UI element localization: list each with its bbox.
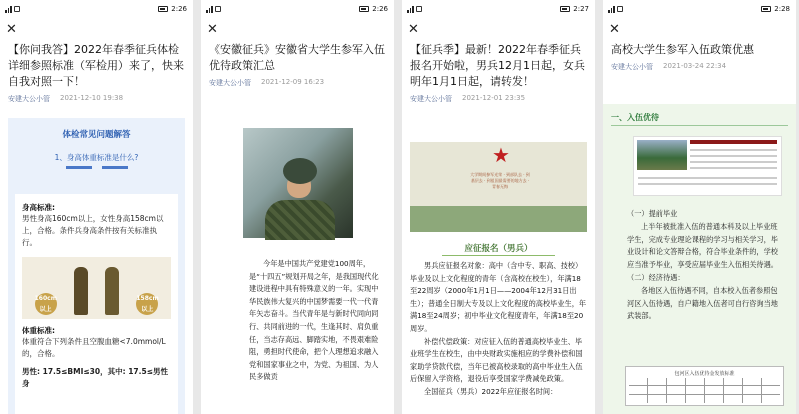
article-date: 2021-03-24 22:34 [663,62,727,70]
article-body [410,260,587,399]
height-title: 身高标准: [22,203,55,212]
account-link[interactable]: 安建大公小管 [209,79,251,87]
recruitment-banner [410,142,587,232]
app-notification-icon [416,6,422,12]
article-screen-2 [201,0,394,414]
status-bar [603,0,796,18]
height-illustration [22,257,171,319]
article-date: 2021-12-01 23:35 [462,94,526,102]
account-link[interactable]: 安建大公小管 [410,95,452,103]
faq-heading: 体检常见问题解答 [62,130,131,140]
close-icon[interactable]: ✕ [207,21,218,37]
question-underline [8,166,185,169]
faq-question: 1、身高体重标准是什么? [54,153,139,162]
signal-icon [608,6,615,13]
status-time: 2:28 [774,5,790,13]
status-time: 2:27 [573,5,589,13]
app-notification-icon [14,6,20,12]
battery-icon [560,6,570,12]
status-bar [402,0,595,18]
account-link[interactable]: 安建大公小管 [8,95,50,103]
signal-icon [407,6,414,13]
male-figure-icon [74,267,88,315]
section-divider [611,125,788,126]
status-bar [0,0,193,18]
body-paragraph-1: 上半年被批准入伍的普通本科及以上毕业班学生，完成专业理论课程的学习与相关学习，毕业设计和论文答辩合格，符合毕业条件的，学校应当准予毕业，享受应届毕业生入伍相关待遇。 [627,221,778,270]
table-title: 包河区入伍优待金发放标准 [674,371,735,377]
body-paragraph-1: 男兵应征报名对象：高中（含中专、职高、技校）毕业及以上文化程度的青年（含高校在校生），年满18至22周岁（2000年1月1日——2004年12月31日出生）；普通全日制大专及以上文化程度的高校毕业生，年满18至24周岁；初中毕业文化程度青年，年满18至20周岁。 [410,261,587,333]
weight-text: 体重符合下列条件且空腹血糖<7.0mmol/L的，合格。 [22,337,166,358]
section-heading: 一、入伍优待 [611,113,659,122]
article-title: 【你问我答】2022年春季征兵体检详细参照标准（军检用）来了，快来自我对照一下！ [8,43,184,88]
female-figure-icon [105,267,119,315]
subheading-1: （一）提前毕业 [627,209,678,218]
status-time: 2:26 [372,5,388,13]
male-height-badge: 160cm以上 [34,295,57,313]
faq-box [8,118,185,414]
account-link[interactable]: 安建大公小管 [611,63,653,71]
status-time: 2:26 [171,5,187,13]
body-paragraph-3: 全国征兵（男兵）2022年应征报名时间： [424,386,558,396]
body-paragraph-2: 补偿代偿政策：对应征入伍的普通高校毕业生、毕业班学生在校生，由中央财政实施相应的学费补偿和国家助学贷款代偿，当年已被高校录取的高中毕业生入伍后保留入学资格，退役后享受国家学费减免政策。 [410,336,583,384]
policy-box [603,104,796,414]
star-icon: ★ [492,143,510,167]
height-text: 男性身高160cm以上，女性身高158cm以上，合格。条件兵身高条件按有关标准执行。 [22,214,164,247]
webpage-screenshot [633,136,782,196]
article-date: 2021-12-09 16:23 [261,78,325,86]
article-date: 2021-12-10 19:38 [60,94,124,102]
female-height-badge: 158cm以上 [136,295,159,313]
close-icon[interactable]: ✕ [609,21,620,37]
article-body [627,208,782,323]
article-screen-4 [603,0,796,414]
article-screen-3 [402,0,595,414]
article-body: 今年是中国共产党建党100周年，是“十四五”规划开局之年，是我国现代化建设进程中具有特殊意义的一年。实现中华民族伟大复兴的中国梦需要一代一代青年矢志奋斗。当代青年是与新时代同向同行、共同前进的一代，生逢其时、肩负重任，当志存高远、脚踏实地，不畏艰难险阻，勇担时代使命，把个人理想追求融入党和国家事业之中，为党、为祖国、为人民多做贡 [249,259,379,382]
soldier-photo [243,128,353,238]
app-notification-icon [215,6,221,12]
article-screen-1 [0,0,193,414]
battery-icon [158,6,168,12]
article-title: 【征兵季】最新！2022年春季征兵报名开始啦，男兵12月1日起，女兵明年1月1日起，请转发！ [410,43,585,88]
banner-text: 大学期间参军光荣 · 到部队去 · 到基层去 · 到祖国最需要的地方去 · 青春无悔 [470,172,530,189]
signal-icon [206,6,213,13]
subheading-2: （二）经济待遇： [627,272,685,282]
bmi-text: 男性: 17.5≤BMI≤30，其中: 17.5≤男性身 [22,367,168,388]
subsidy-table-image [625,366,784,406]
signal-icon [5,6,12,13]
article-title: 高校大学生参军入伍政策优惠 [611,43,754,56]
answer-card [15,194,178,414]
battery-icon [761,6,771,12]
status-bar [201,0,394,18]
close-icon[interactable]: ✕ [408,21,419,37]
battery-icon [359,6,369,12]
close-icon[interactable]: ✕ [6,21,17,37]
section-subtitle: 应征报名（男兵） [464,244,533,254]
body-paragraph-2: 各地区入伍待遇不同，自本校入伍者参照包河区入伍待遇，自户籍地入伍者可自行咨询当地武装部。 [627,285,778,321]
subtitle-divider [442,255,555,256]
article-title: 《安徽征兵》安徽省大学生参军入伍优待政策汇总 [209,43,385,72]
app-notification-icon [617,6,623,12]
weight-title: 体重标准: [22,326,55,335]
